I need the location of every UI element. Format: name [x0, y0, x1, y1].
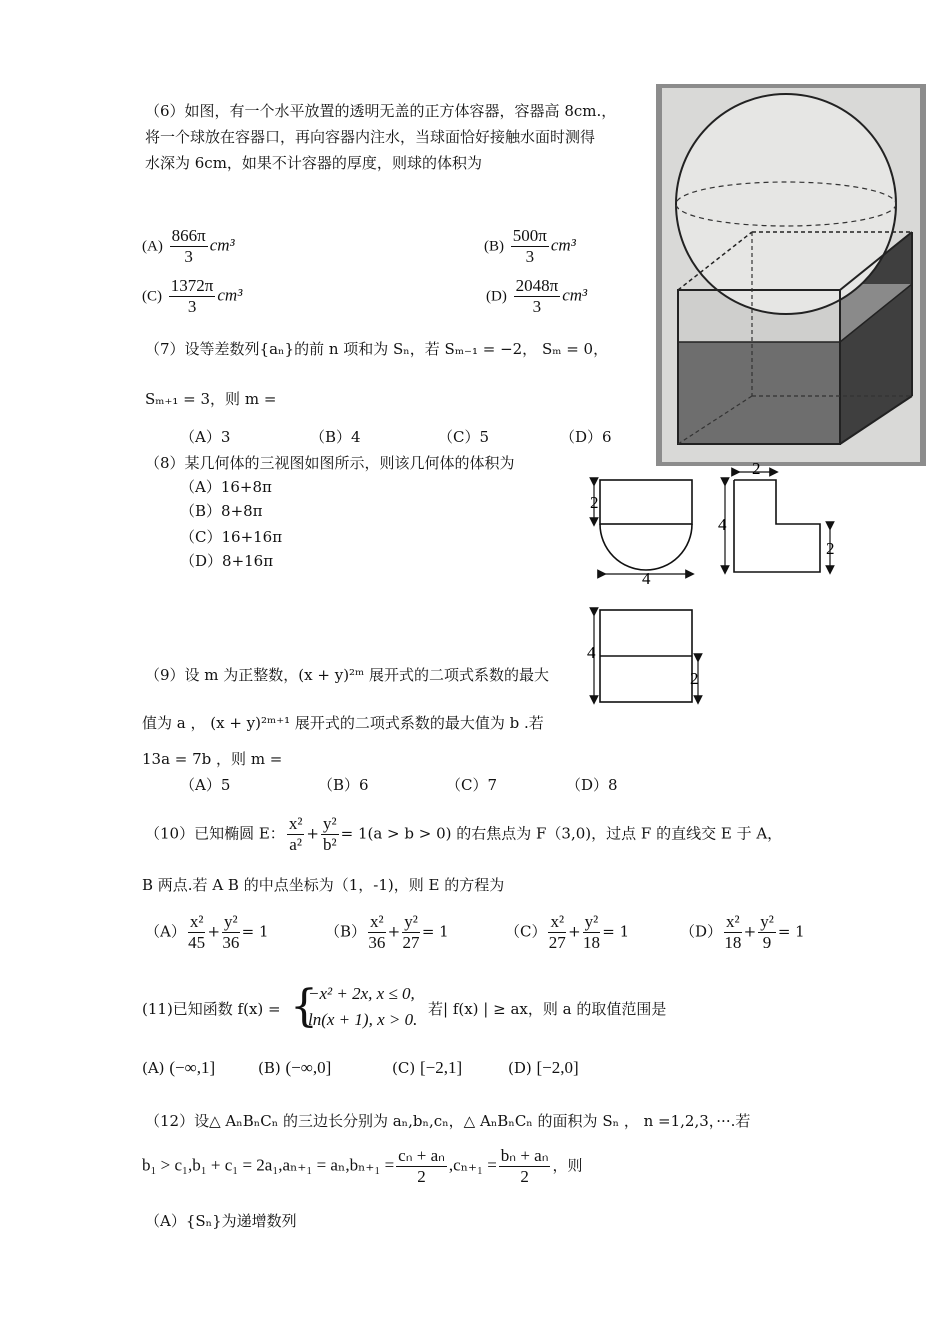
q11-case1: −x² + 2x, x ≤ 0,	[308, 984, 415, 1003]
plus-sign: +	[743, 922, 757, 941]
unit: cm³	[209, 235, 235, 255]
option-label: （A）	[145, 922, 186, 941]
dim-label: 2	[590, 493, 599, 512]
three-view-diagram	[580, 460, 850, 710]
fraction-numerator: y²	[323, 814, 337, 833]
fraction-numerator: y²	[224, 912, 238, 931]
q11-option-d[interactable]	[508, 1058, 579, 1078]
fraction-denominator: 2	[520, 1167, 529, 1186]
q10-option-c[interactable]	[505, 912, 629, 953]
dim-label: 2	[690, 669, 699, 688]
q11-case2: ln(x + 1), x > 0.	[308, 1010, 418, 1029]
fraction-numerator: x²	[726, 912, 740, 931]
option-value: (−∞,0]	[285, 1058, 332, 1077]
q7-option-c[interactable]: （C）5	[438, 428, 490, 446]
fraction-numerator: y²	[404, 912, 418, 931]
q8-option-a[interactable]: （A）16+8π	[180, 478, 272, 496]
equals-one: = 1	[421, 922, 449, 941]
fraction-denominator: a²	[289, 835, 302, 854]
q7-option-d[interactable]: （D）6	[560, 428, 612, 446]
fraction-numerator: x²	[370, 912, 384, 931]
q6-option-a[interactable]	[142, 226, 235, 267]
option-value: (−∞,1]	[169, 1058, 216, 1077]
fraction-denominator: 27	[548, 933, 566, 952]
option-value: [−2,0]	[536, 1058, 579, 1077]
fraction-numerator: 500π	[512, 226, 547, 245]
plus-sign: +	[568, 922, 581, 941]
q10-suffix: = 1(a > b > 0) 的右焦点为 F（3,0)，过点 F 的直线交 E 于 A，	[340, 824, 783, 843]
option-label: (B)	[258, 1059, 281, 1077]
dim-label: 4	[642, 569, 651, 588]
plus-sign: +	[207, 922, 221, 941]
q9-option-b[interactable]: （B）6	[318, 776, 369, 794]
q12-option-a[interactable]: （A）{Sₙ}为递增数列	[145, 1212, 297, 1230]
q10-prefix: （10）已知椭圆 E：	[145, 824, 285, 843]
dim-label: 4	[587, 643, 596, 662]
option-label: (D)	[508, 1059, 532, 1077]
q10-line1: （10）已知椭圆 E： $\frac{\text{x²}}{\text{a²}}$ + $\frac{\text{y²}}{\text{b²}}$ = 1(a > b > 0) 的右焦点为 F（3,0)，过点 F 的直线交 E 于 A，	[145, 814, 783, 854]
q8-option-c[interactable]: （C）16+16π	[180, 528, 283, 546]
fraction-denominator: 18	[582, 933, 600, 952]
fraction-denominator: 45	[188, 933, 206, 952]
fraction-denominator: 3	[187, 297, 197, 316]
fraction-numerator: x²	[288, 814, 303, 833]
option-label: （C）	[505, 922, 547, 941]
option-value: [−2,1]	[419, 1058, 463, 1077]
dim-label: 2	[752, 460, 761, 478]
q10-option-d[interactable]	[680, 912, 805, 953]
unit: cm³	[562, 285, 588, 305]
fraction-denominator: 36	[222, 933, 240, 952]
q9-line1: （9）设 m 为正整数，(x + y)²ᵐ 展开式的二项式系数的最大	[145, 666, 550, 684]
plus-sign: +	[387, 922, 401, 941]
fraction-denominator: 3	[532, 297, 542, 316]
q8-line1: （8）某几何体的三视图如图所示，则该几何体的体积为	[145, 454, 515, 472]
option-label: (C)	[392, 1059, 416, 1077]
q7-option-b[interactable]: （B）4	[310, 428, 361, 446]
option-label: （D）	[680, 922, 723, 941]
fraction-numerator: y²	[584, 912, 599, 931]
fraction-denominator: 2	[417, 1167, 426, 1186]
q10-option-b[interactable]	[325, 912, 449, 953]
fraction-denominator: 3	[525, 247, 535, 266]
front-view-semicircle	[600, 524, 692, 570]
dim-label: 4	[718, 515, 727, 534]
q12-line2-start: b₁ > c₁,b₁ + c₁ = 2a₁,aₙ₊₁ = aₙ,bₙ₊₁ =	[142, 1155, 395, 1175]
fraction-numerator: 2048π	[515, 276, 559, 295]
q6-option-b[interactable]	[484, 226, 576, 267]
q7-option-a[interactable]: （A）3	[180, 428, 231, 446]
front-view-rect	[600, 480, 692, 524]
q11-tail: 若| f(x) | ≥ ax，则 a 的取值范围是	[428, 1000, 667, 1018]
fraction-denominator: 18	[724, 933, 742, 952]
dim-label: 2	[826, 539, 835, 558]
option-label: （B）	[325, 922, 367, 941]
unit: cm³	[550, 235, 576, 255]
equals-one: = 1	[602, 922, 630, 941]
fraction-numerator: x²	[550, 912, 565, 931]
q9-line2: 值为 a ， (x + y)²ᵐ⁺¹ 展开式的二项式系数的最大值为 b .若	[142, 714, 544, 732]
q6-line3: 水深为 6cm，如果不计容器的厚度，则球的体积为	[145, 154, 482, 172]
q10-option-a[interactable]	[145, 912, 269, 953]
q10-line2: B 两点.若 A B 的中点坐标为（1，-1)，则 E 的方程为	[142, 876, 505, 894]
fraction-numerator: cₙ + aₙ	[398, 1146, 445, 1165]
fraction-denominator: 36	[368, 933, 386, 952]
q9-line3: 13a = 7b ，则 m =	[142, 750, 283, 768]
q12-line2-end: ，则	[552, 1156, 583, 1175]
q7-line1: （7）设等差数列{aₙ}的前 n 项和为 Sₙ，若 Sₘ₋₁ = −2， Sₘ = 0，	[145, 340, 609, 358]
fraction-denominator: b²	[323, 835, 337, 854]
q11-option-b[interactable]	[258, 1058, 331, 1078]
fraction-denominator: 27	[402, 933, 420, 952]
q8-option-d[interactable]: （D）8+16π	[180, 552, 274, 570]
option-label: (A)	[142, 1059, 165, 1077]
equals-one: = 1	[777, 922, 805, 941]
q11-lead: (11)已知函数 f(x) =	[142, 1000, 281, 1018]
side-view-outline	[734, 480, 820, 572]
q9-option-a[interactable]: （A）5	[180, 776, 231, 794]
q9-option-c[interactable]: （C）7	[446, 776, 498, 794]
option-label: (D)	[486, 288, 507, 305]
q9-option-d[interactable]: （D）8	[566, 776, 618, 794]
fraction-numerator: 1372π	[170, 276, 214, 295]
option-label: (C)	[142, 288, 162, 305]
fraction-numerator: x²	[189, 912, 204, 931]
fraction-numerator: bₙ + aₙ	[500, 1146, 549, 1165]
q11-option-a[interactable]	[142, 1058, 215, 1078]
q12-line2-mid: ,cₙ₊₁ =	[448, 1155, 497, 1175]
brace-icon: {	[290, 981, 318, 1032]
sphere-container-photo	[656, 84, 926, 466]
q8-option-b[interactable]: （B）8+8π	[180, 502, 263, 520]
q6-option-d[interactable]	[486, 276, 587, 317]
q12-line2	[142, 1146, 583, 1187]
fraction-denominator: 3	[184, 247, 193, 266]
option-label: (B)	[484, 238, 504, 255]
q11-option-c[interactable]	[392, 1058, 462, 1078]
unit: cm³	[217, 285, 243, 305]
q12-line1: （12）设△ AₙBₙCₙ 的三边长分别为 aₙ,bₙ,cₙ，△ AₙBₙCₙ 的面积为 Sₙ ， n =1,2,3，···.若	[145, 1112, 751, 1130]
q6-option-c[interactable]	[142, 276, 242, 317]
fraction-denominator: 9	[762, 933, 772, 952]
q7-line2: Sₘ₊₁ = 3，则 m =	[145, 390, 277, 408]
q6-line2: 将一个球放在容器口，再向容器内注水，当球面恰好接触水面时测得	[145, 128, 596, 146]
fraction-numerator: y²	[760, 912, 774, 931]
equals-one: = 1	[241, 922, 269, 941]
option-label: (A)	[142, 238, 163, 255]
q6-line1: （6）如图，有一个水平放置的透明无盖的正方体容器，容器高 8cm.，	[145, 102, 617, 120]
fraction-numerator: 866π	[171, 226, 206, 245]
